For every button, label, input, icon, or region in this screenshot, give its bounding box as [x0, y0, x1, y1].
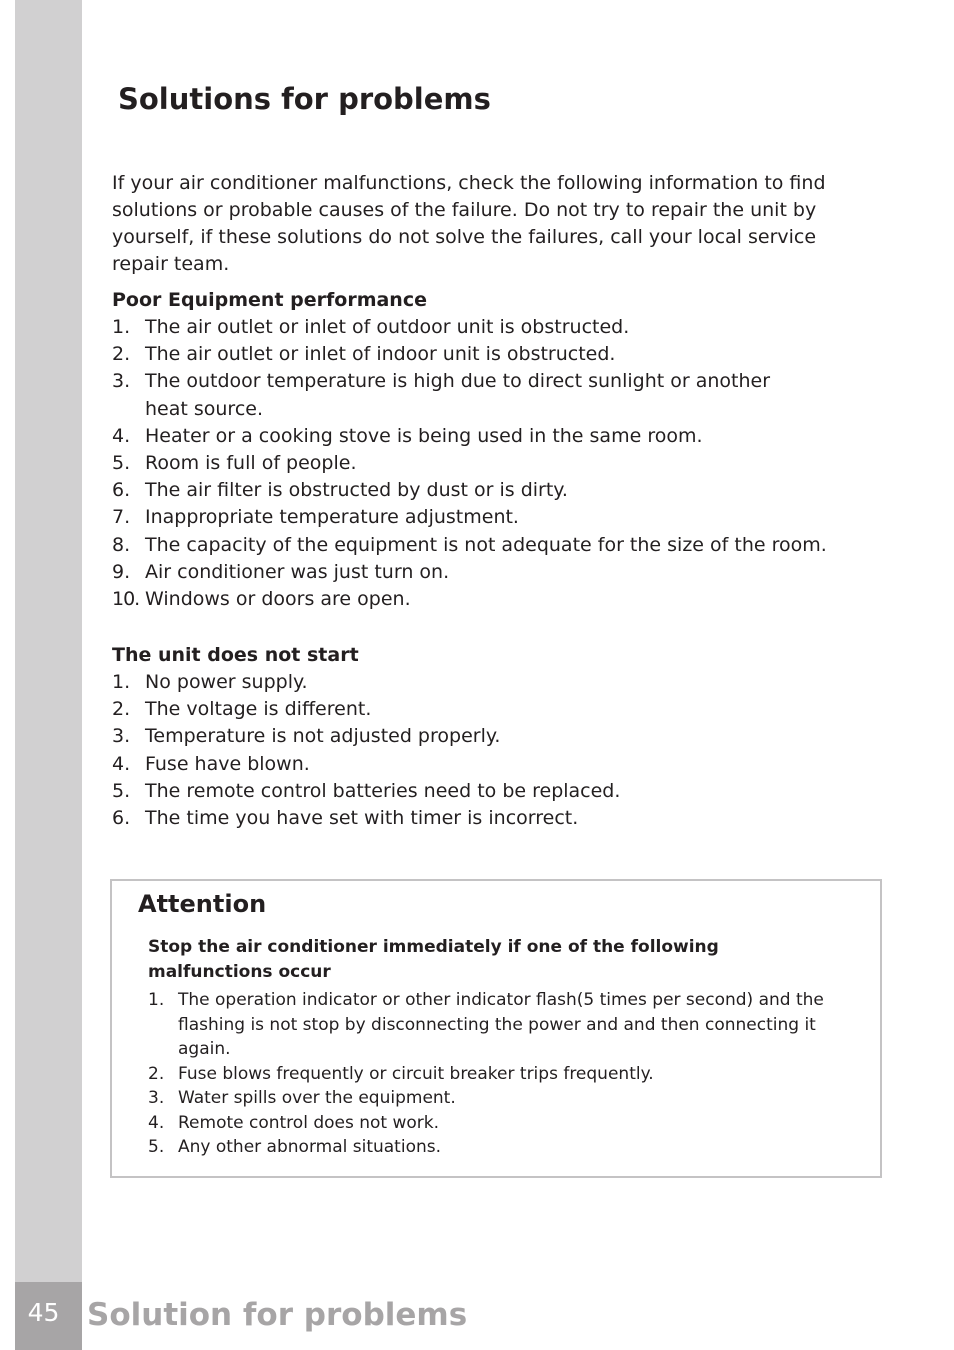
intro-paragraph: If your air conditioner malfunctions, check the following information to find solutions or probable causes of the failure. Do not try to repair the unit by yourself, if these solutions do not solve the failures, call your local service repair team.	[112, 172, 826, 275]
list-item: 6. The time you have set with timer is incorrect.	[112, 807, 579, 830]
list-item: 1. No power supply.	[112, 671, 308, 693]
section-heading-performance: Poor Equipment performance	[112, 289, 427, 311]
list-item: 9. Air conditioner was just turn on.	[112, 560, 450, 583]
section-heading-unit-not-start: The unit does not start	[112, 644, 359, 666]
list-item: 10. Windows or doors are open.	[112, 588, 411, 611]
attention-lead: Stop the air conditioner immediately if one of the following malfunctions occur	[148, 937, 719, 982]
list-item: 1. The air outlet or inlet of outdoor unit is obstructed.	[112, 316, 630, 338]
attention-title: Attention	[138, 890, 267, 918]
unit-not-start-list	[112, 669, 882, 832]
page-title: Solutions for problems	[118, 82, 491, 116]
list-item: 4. Heater or a cooking stove is being used in the same room.	[112, 424, 703, 447]
side-bar	[15, 0, 82, 1282]
list-item: 5. Room is full of people.	[112, 452, 357, 475]
list-item: 5. Any other abnormal situations.	[148, 1137, 442, 1157]
list-item: 8. The capacity of the equipment is not adequate for the size of the room.	[112, 533, 827, 556]
list-item: 5. The remote control batteries need to be replaced.	[112, 779, 621, 802]
page-number: 45	[27, 1298, 60, 1327]
list-item: 4. Remote control does not work.	[148, 1112, 440, 1133]
list-item: 3. Water spills over the equipment.	[148, 1088, 456, 1108]
list-item: 3. Temperature is not adjusted properly.	[112, 725, 501, 748]
list-item: 4. Fuse have blown.	[112, 752, 310, 775]
list-item: 7. Inappropriate temperature adjustment.	[112, 506, 519, 529]
attention-list	[148, 988, 853, 1160]
list-item: 1. The operation indicator or other indicator flash(5 times per second) and the flashing is not stop by disconnecting the power and and then connecting it again.	[148, 990, 824, 1059]
list-item: 6. The air filter is obstructed by dust or is dirty.	[112, 479, 568, 502]
list-item: 2. Fuse blows frequently or circuit breaker trips frequently.	[148, 1063, 654, 1084]
footer-title: Solution for problems	[87, 1297, 468, 1333]
list-item: 3. The outdoor temperature is high due to direct sunlight or another heat source.	[112, 370, 771, 420]
list-item: 2. The voltage is different.	[112, 698, 372, 721]
performance-list	[112, 314, 882, 613]
list-item: 2. The air outlet or inlet of indoor unit is obstructed.	[112, 343, 616, 366]
